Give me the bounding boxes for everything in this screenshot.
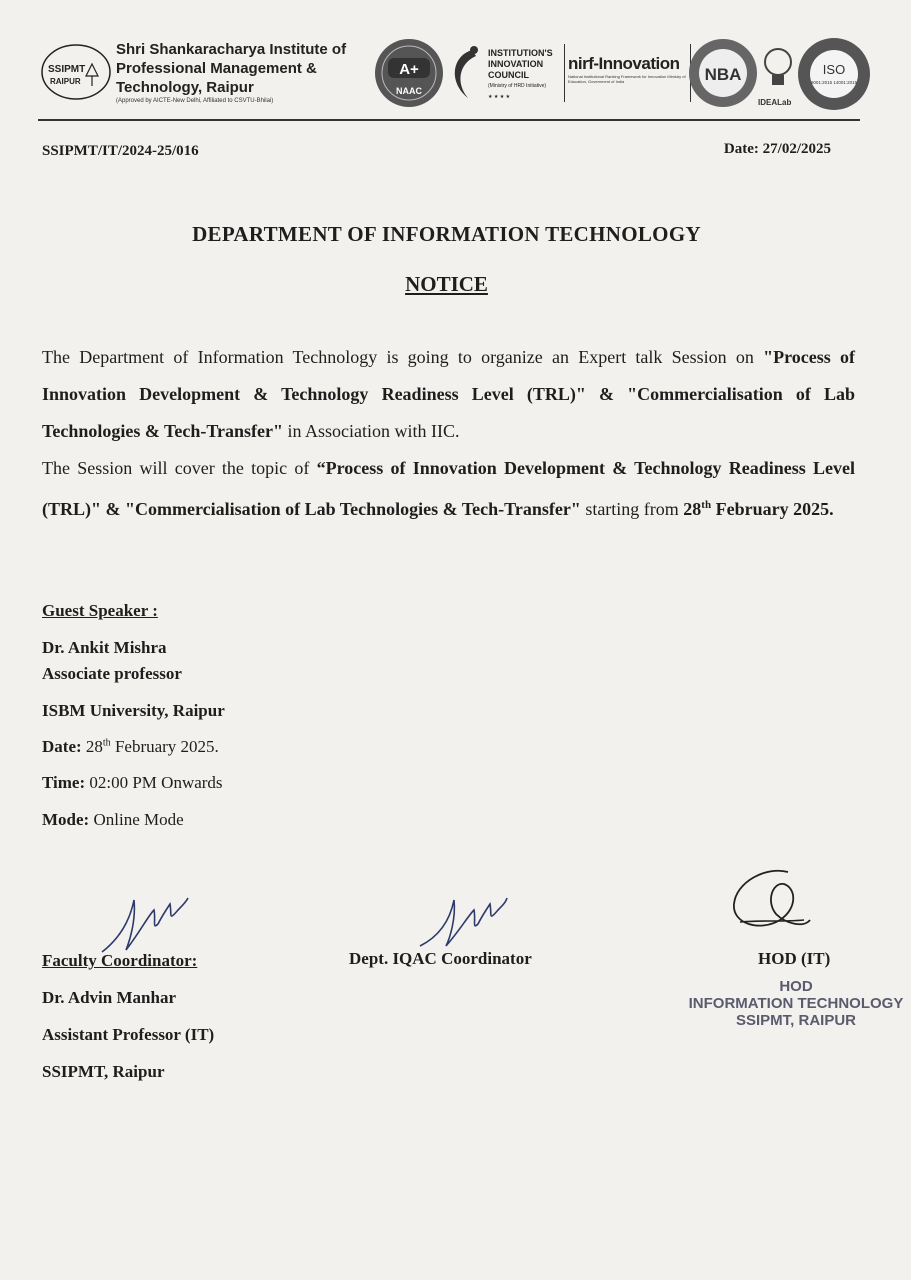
svg-text:RAIPUR: RAIPUR [50, 77, 81, 86]
guest-mode-label: Mode: [42, 810, 90, 829]
svg-text:SSIPMT: SSIPMT [48, 64, 86, 75]
notice-date: Date: 27/02/2025 [723, 141, 831, 157]
naac-label: NAAC [396, 86, 422, 96]
body-session-topics: “Process of Innovation Development & Technology Readiness Level (TRL)" & "Commercialisation of Lab Technologies & Tech-Transfer" [42, 458, 855, 519]
iic-text [488, 48, 568, 103]
naac-badge-icon [370, 36, 448, 110]
body-topic2: "Commercialisation of Lab Technologies & Tech-Transfer" [42, 384, 856, 441]
start-rest: February 2025. [711, 499, 834, 519]
guest-name: Dr. Ankit Mishra [42, 638, 167, 657]
nirf-label: nirf-Innovation [568, 54, 680, 73]
guest-speaker-heading: Guest Speaker : [42, 601, 158, 620]
letterhead [36, 36, 876, 114]
iqac-signature-icon [418, 886, 508, 956]
hod-title: HOD (IT) [758, 949, 831, 968]
nirf-sub: National Institutional Ranking Framework for Innovation Ministry of Education, Government of India [568, 74, 686, 84]
start-suffix: th [701, 499, 712, 511]
nirf-badge [564, 44, 691, 102]
stamp-line1: HOD [779, 978, 813, 995]
guest-mode [42, 810, 184, 830]
body-starting-prefix: starting from [585, 499, 684, 519]
stamp-line3: SSIPMT, RAIPUR [735, 1012, 856, 1029]
hod-stamp [680, 978, 911, 1029]
guest-time [42, 773, 223, 793]
faculty-signature-icon [100, 880, 190, 960]
nba-badge-icon [686, 36, 760, 110]
reference-number: SSIPMT/IT/2024-25/016 [42, 143, 199, 159]
guest-time-label: Time: [42, 773, 86, 792]
guest-mode-value: Online Mode [89, 810, 184, 829]
guest-date [42, 737, 219, 757]
guest-time-value: 02:00 PM Onwards [85, 773, 223, 792]
faculty-role: Assistant Professor (IT) [42, 1025, 215, 1044]
iic-stars-icon: ★ ★ ★ ★ [488, 94, 511, 100]
notice-heading: NOTICE [405, 272, 488, 296]
institute-logo-icon [40, 42, 112, 102]
idea-lab-icon [760, 42, 796, 106]
iic-logo-icon [442, 42, 486, 106]
guest-organization: ISBM University, Raipur [42, 701, 225, 720]
guest-date-suffix: th [102, 737, 111, 749]
guest-date-rest: February 2025. [110, 737, 219, 756]
nba-label: NBA [704, 65, 742, 84]
notice-body [42, 339, 855, 528]
stamp-line2: INFORMATION TECHNOLOGY [688, 995, 904, 1012]
body-start-date [683, 499, 833, 519]
body-topic1: "Process of Innovation Development & Technology Readiness Level (TRL)" & [42, 347, 856, 404]
iic-sub: (Ministry of HRD Initiative) [488, 83, 547, 89]
hod-signature-icon [726, 862, 812, 938]
guest-date-label: Date: [42, 737, 82, 756]
start-day: 28 [683, 499, 702, 519]
header-rule [38, 119, 860, 121]
guest-date-day: 28 [81, 737, 103, 756]
body-session-prefix: The Session will cover the topic of [42, 458, 317, 478]
iso-sub: 9001:2015 14001:2015 [810, 80, 858, 85]
iso-badge-icon [796, 36, 872, 112]
guest-designation: Associate professor [42, 664, 182, 683]
institute-name: Shri Shankaracharya Institute of Professional Management & Technology, Raipur [116, 41, 347, 96]
department-heading: DEPARTMENT OF INFORMATION TECHNOLOGY [192, 222, 701, 246]
faculty-name: Dr. Advin Manhar [42, 988, 176, 1007]
iso-label: ISO [822, 62, 846, 77]
approval-note: (Approved by AICTE-New Delhi, Affiliated to CSVTU-Bhilai) [116, 98, 274, 104]
naac-grade: A+ [399, 61, 419, 78]
idea-lab-label: IDEALab [758, 98, 792, 107]
body-association: in Association with IIC. [283, 421, 460, 441]
faculty-coordinator-title: Faculty Coordinator: [42, 951, 198, 970]
iqac-coordinator-title: Dept. IQAC Coordinator [349, 949, 532, 968]
faculty-institute: SSIPMT, Raipur [42, 1062, 165, 1081]
body-intro: The Department of Information Technology is going to organize an Expert talk Session on [42, 347, 754, 367]
iic-name: INSTITUTION'S INNOVATION COUNCIL [488, 48, 553, 80]
